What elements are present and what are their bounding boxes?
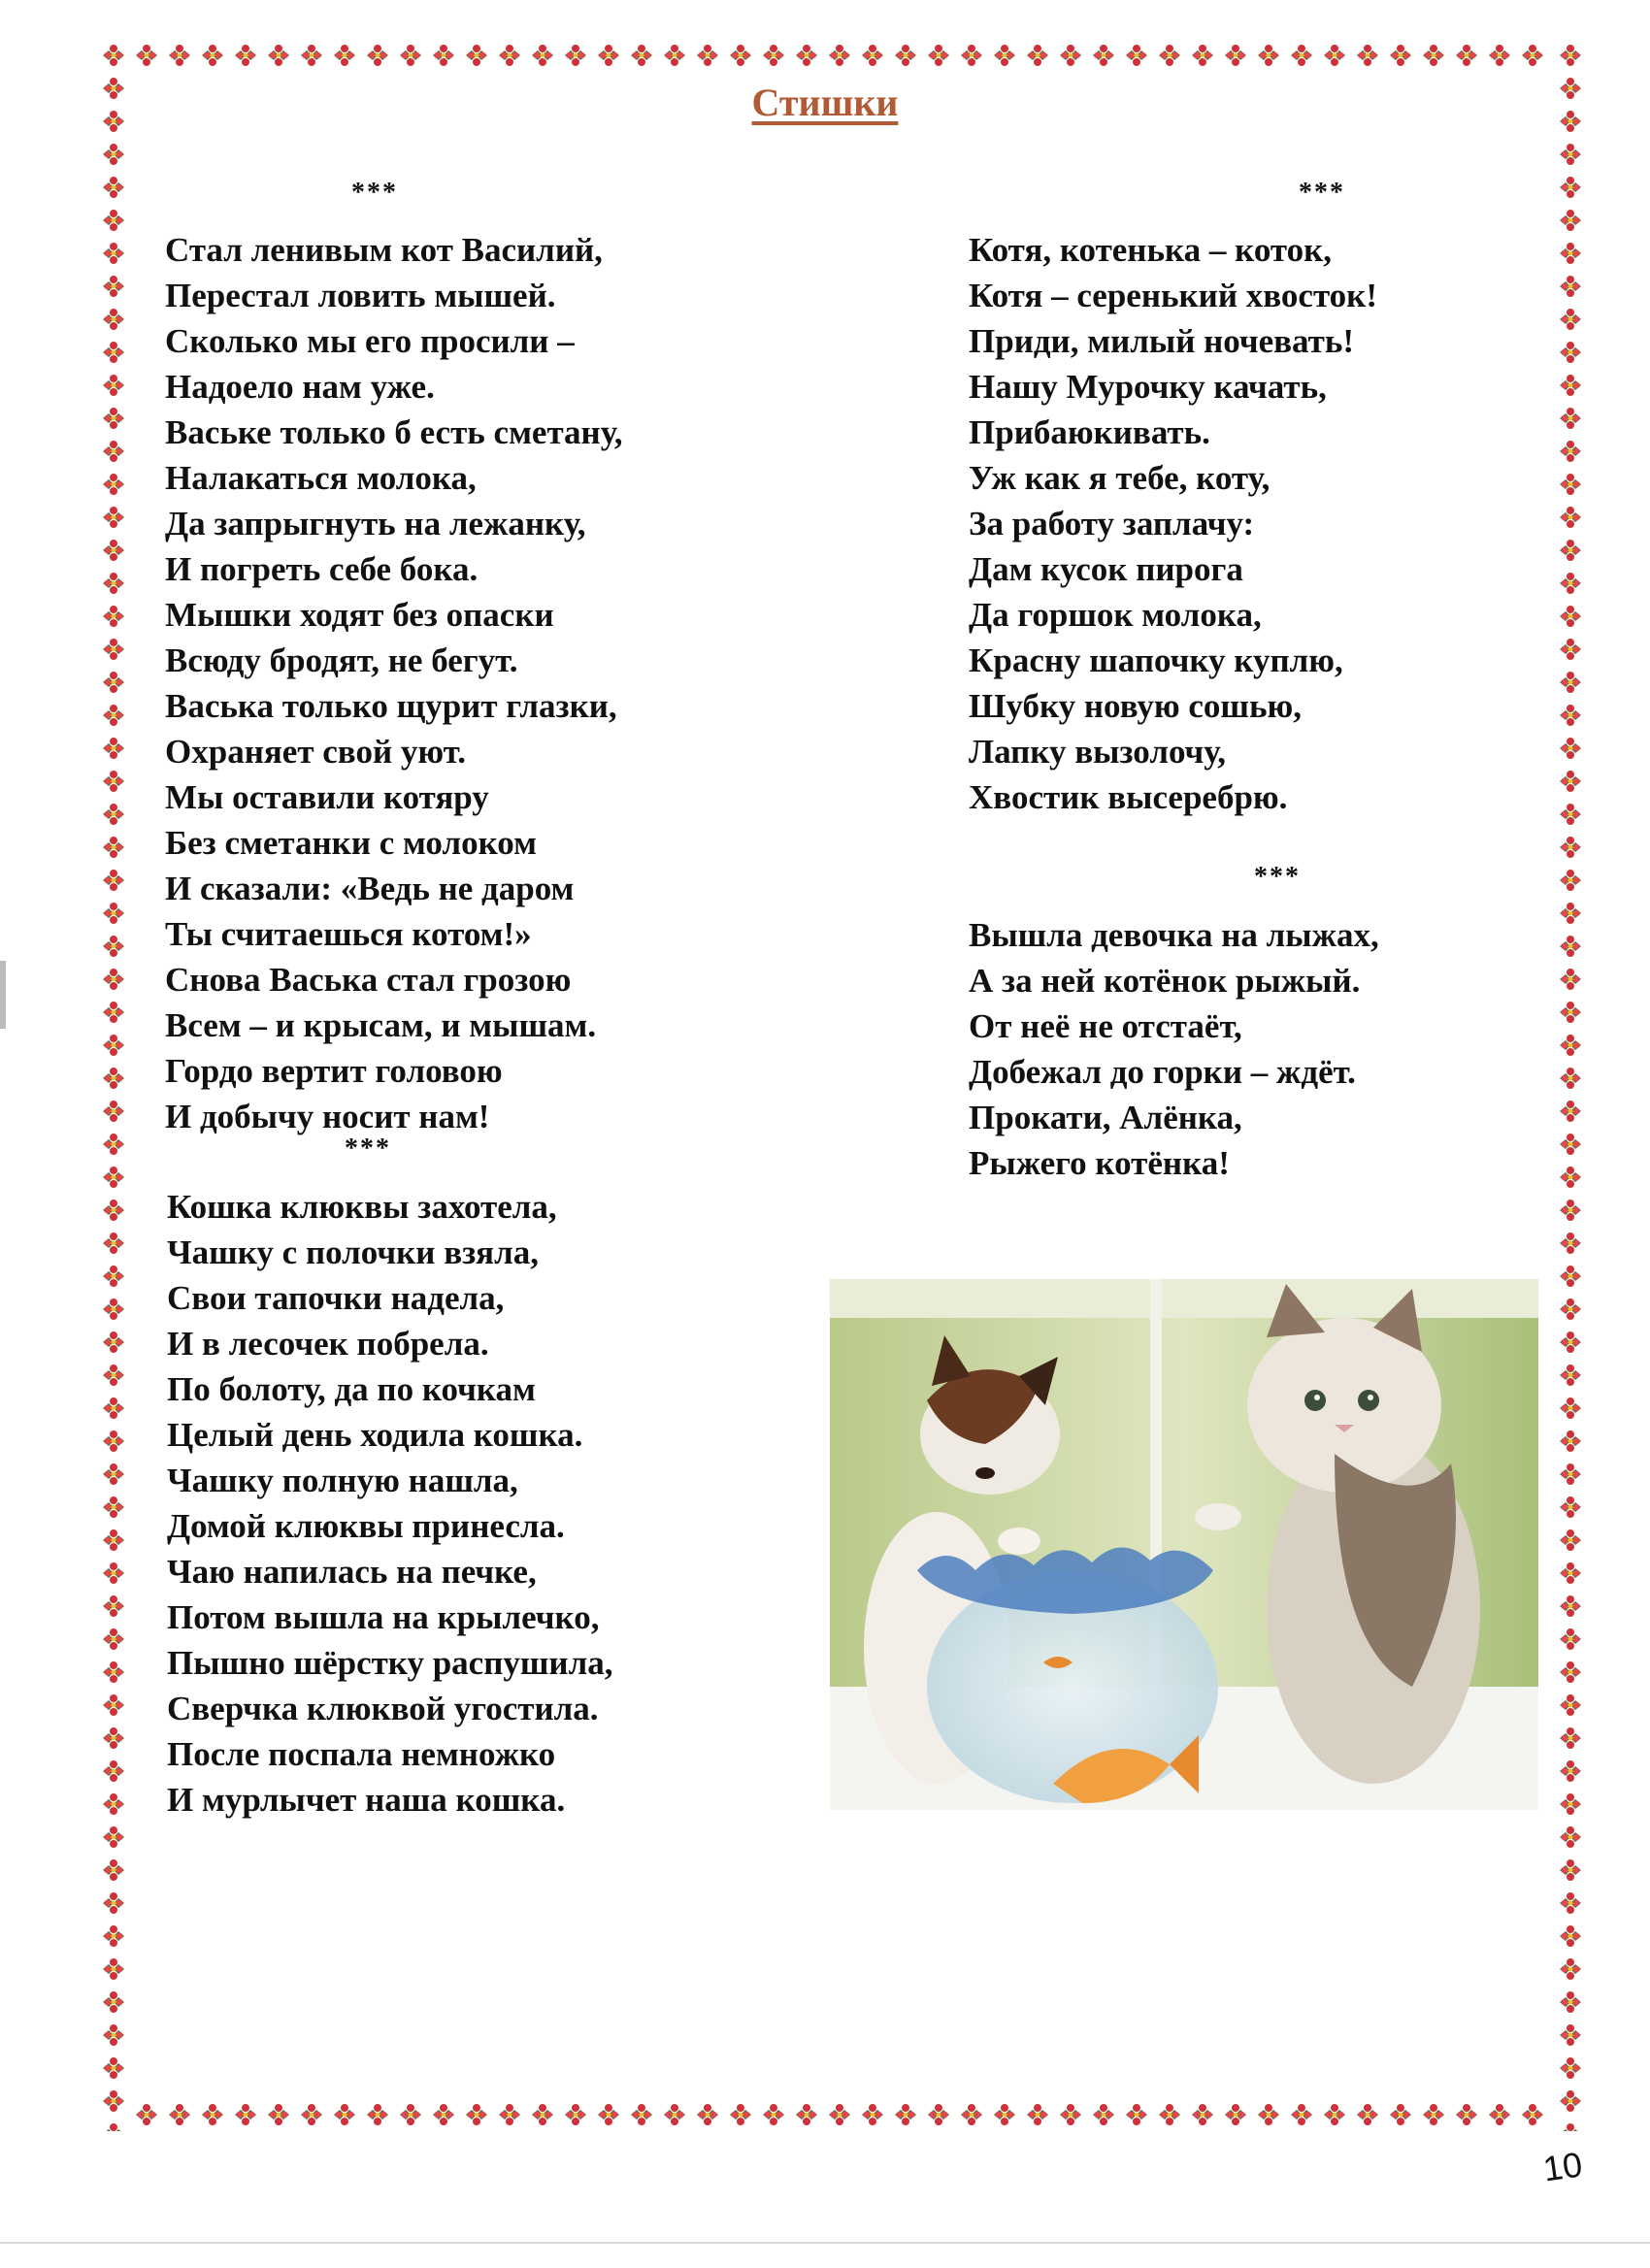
poem-line: Чашку с полочки взяла, — [167, 1233, 539, 1271]
flower-border-top — [97, 39, 1587, 72]
poem-line: Приди, милый ночевать! — [969, 322, 1354, 360]
poem-line: Шубку новую сошью, — [969, 687, 1302, 725]
poem-line: Прибаюкивать. — [969, 413, 1210, 451]
poem-line: Налакаться молока, — [165, 459, 477, 497]
poem-line: Сверчка клюквой угостила. — [167, 1690, 599, 1727]
poem-line: Снова Васька стал грозою — [165, 961, 572, 999]
poem-line: И сказали: «Ведь не даром — [165, 870, 575, 907]
poem-line: Котя – серенький хвосток! — [969, 277, 1378, 314]
poem-kotya — [969, 227, 1377, 820]
separator-stars: *** — [1299, 178, 1345, 208]
poem-line: Потом вышла на крылечко, — [167, 1598, 600, 1636]
poem-line: Всюду бродят, не бегут. — [165, 641, 518, 679]
poem-line: Прокати, Алёнка, — [969, 1099, 1242, 1136]
poem-line: Пышно шёрстку распушила, — [167, 1644, 613, 1682]
poem-line: Надоело нам уже. — [165, 368, 435, 406]
page-title: Стишки — [751, 81, 899, 124]
poem-line: После поспала немножко — [167, 1735, 556, 1773]
flower-border-bottom — [97, 2098, 1587, 2131]
scan-edge-line — [0, 2242, 1650, 2244]
poem-klyukva — [167, 1184, 612, 1823]
scan-margin-mark — [0, 961, 6, 1029]
poem-line: Добежал до горки – ждёт. — [969, 1053, 1356, 1091]
poem-line: Перестал ловить мышей. — [165, 277, 556, 314]
separator-stars: *** — [345, 1134, 391, 1164]
separator-stars: *** — [1254, 862, 1301, 892]
poem-line: Чаю напилась на печке, — [167, 1553, 537, 1591]
poem-line: Ты считаешься котом!» — [165, 915, 532, 953]
poem-line: Рыжего котёнка! — [969, 1144, 1230, 1182]
poem-line: Красну шапочку куплю, — [969, 641, 1343, 679]
poem-line: Хвостик высеребрю. — [969, 778, 1288, 816]
poem-line: И мурлычет наша кошка. — [167, 1781, 566, 1819]
poem-line: Домой клюквы принесла. — [167, 1507, 565, 1545]
poem-line: Гордо вертит головою — [165, 1052, 503, 1090]
poem-line: По болоту, да по кочкам — [167, 1370, 536, 1408]
flower-border-left — [97, 39, 130, 2131]
poem-line: Стал ленивым кот Василий, — [165, 231, 603, 269]
poem-line: Лапку вызолочу, — [969, 733, 1227, 771]
kittens-fishbowl-photo — [830, 1279, 1538, 1810]
poem-line: Кошка клюквы захотела, — [167, 1188, 557, 1226]
poem-line: А за ней котёнок рыжый. — [969, 962, 1361, 1000]
poem-line: Ваське только б есть сметану, — [165, 413, 623, 451]
poem-line: Сколько мы его просили – — [165, 322, 575, 360]
poem-line: И в лесочек побрела. — [167, 1325, 489, 1363]
poem-line: Охраняет свой уют. — [165, 733, 466, 771]
poem-line: За работу заплачу: — [969, 505, 1255, 542]
poem-line: Васька только щурит глазки, — [165, 687, 617, 725]
poem-line: Всем – и крысам, и мышам. — [165, 1006, 597, 1044]
poem-line: Чашку полную нашла, — [167, 1462, 518, 1499]
poem-line: Дам кусок пирога — [969, 550, 1243, 588]
poem-line: Нашу Мурочку качать, — [969, 368, 1327, 406]
poem-line: Уж как я тебе, коту, — [969, 459, 1270, 497]
poem-line: Да запрыгнуть на лежанку, — [165, 505, 586, 542]
poem-line: Мы оставили котяру — [165, 778, 489, 816]
poem-vasily — [165, 227, 622, 1139]
poem-line: Да горшок молока, — [969, 596, 1262, 634]
poem-line: Вышла девочка на лыжах, — [969, 916, 1379, 954]
flower-border-right — [1554, 39, 1587, 2131]
page-number: 10 — [1540, 2144, 1585, 2189]
poem-line: И погреть себе бока. — [165, 550, 478, 588]
poem-devochka — [969, 912, 1379, 1186]
separator-stars: *** — [351, 178, 398, 208]
poem-line: Свои тапочки надела, — [167, 1279, 505, 1317]
poem-line: От неё не отстаёт, — [969, 1007, 1242, 1045]
poem-line: Котя, котенька – коток, — [969, 231, 1333, 269]
poem-line: И добычу носит нам! — [165, 1098, 490, 1135]
poem-line: Без сметанки с молоком — [165, 824, 537, 862]
poem-line: Целый день ходила кошка. — [167, 1416, 583, 1454]
poem-line: Мышки ходят без опаски — [165, 596, 554, 634]
